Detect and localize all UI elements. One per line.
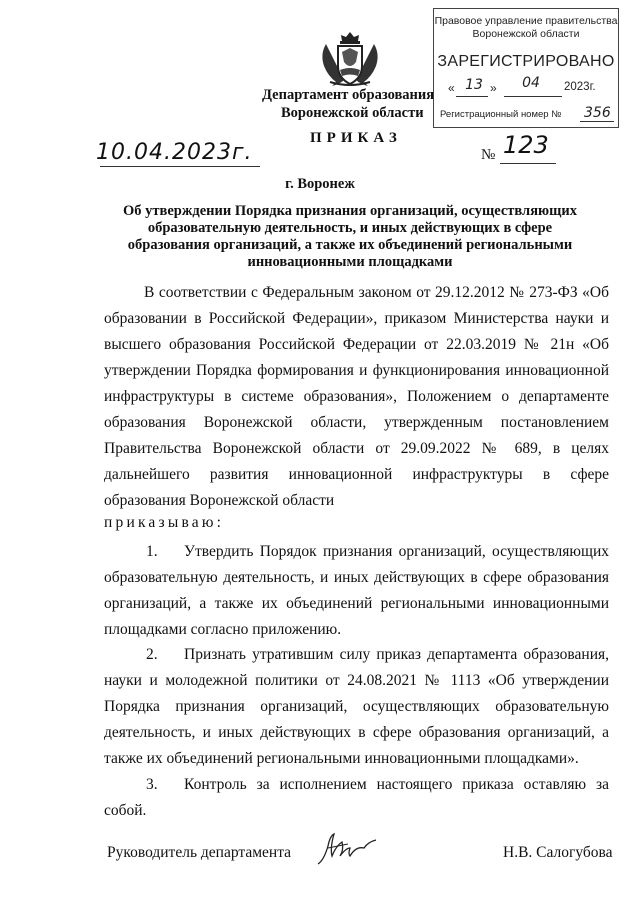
stamp-quote-close: »	[490, 81, 497, 95]
order-number-underline	[500, 163, 556, 164]
stamp-month-handwritten: 04	[522, 75, 540, 91]
stamp-year: 2023г.	[564, 81, 596, 93]
order-heading: ПРИКАЗ	[310, 130, 402, 146]
signatory-title: Руководитель департамента	[107, 844, 292, 861]
order-date-underline	[100, 166, 260, 167]
order-item-number: 1.	[146, 543, 158, 560]
department-name-line1: Департамент образования	[262, 87, 435, 103]
stamp-org-line2: Воронежской области	[472, 28, 580, 40]
order-number-label: №	[481, 147, 496, 163]
stamp-quote-open: «	[448, 81, 455, 95]
registration-stamp	[433, 8, 619, 128]
order-item-text: Признать утратившим силу приказ департамента образования, науки и молодежной политики от 24.08.2021 № 1113 «Об утверждении Порядка признания организаций, осуществляющих образовательную деятельность, и иных действующих в сфере образования организаций, а также их объединений региональными инновационными площадками».	[104, 646, 609, 767]
stamp-number-label: Регистрационный номер №	[440, 109, 562, 120]
order-item	[104, 772, 609, 824]
order-item	[104, 642, 609, 772]
signatory-name: Н.В. Салогубова	[503, 844, 613, 861]
order-number-handwritten: 123	[503, 131, 549, 159]
order-item-number: 2.	[146, 646, 158, 663]
preamble-paragraph: В соответствии с Федеральным законом от 29.12.2012 № 273-ФЗ «Об образовании в Российской Федерации», приказом Министерства науки и высшего образования Российской Федерации от 22.03.2019 № 21н «Об утверждении Порядка формирования и функционирования инновационной инфраструктуры в системе образования», Положением о департаменте образования Воронежской области, утвержденным постановлением Правительства Воронежской области от 29.09.2022 № 689, в целях дальнейшего развития инновационной инфраструктуры в сфере образования Воронежской области	[104, 284, 609, 509]
stamp-month-underline	[504, 96, 562, 97]
stamp-number-handwritten: 356	[584, 105, 611, 121]
order-title: Об утверждении Порядка признания организаций, осуществляющих образовательную деятельность, и иных действующих в сфере образования организаций, а также их объединений региональными инновационными площадками	[123, 203, 577, 270]
stamp-number-underline	[580, 121, 614, 122]
stamp-day-handwritten: 13	[465, 77, 483, 93]
order-item	[104, 539, 609, 643]
stamp-organization	[434, 15, 618, 41]
stamp-registered-label: ЗАРЕГИСТРИРОВАНО	[437, 53, 615, 70]
orders-word: приказываю:	[104, 514, 225, 531]
department-name-line2: Воронежской области	[281, 105, 424, 121]
stamp-day-underline	[456, 96, 488, 97]
order-item-text: Контроль за исполнением настоящего приказа оставляю за собой.	[104, 776, 609, 819]
coat-of-arms-emblem	[316, 30, 384, 90]
stamp-org-line1: Правовое управление правительства	[434, 15, 618, 27]
handwritten-signature	[310, 826, 390, 870]
order-item-text: Утвердить Порядок признания организаций, осуществляющих образовательную деятельность, и иных действующих в сфере образования организаций, а также их объединений региональными инновационными площадками согласно приложению.	[104, 543, 609, 638]
order-item-number: 3.	[146, 776, 158, 793]
order-date-handwritten: 10.04.2023г.	[96, 140, 253, 165]
city-line: г. Воронеж	[285, 176, 355, 192]
